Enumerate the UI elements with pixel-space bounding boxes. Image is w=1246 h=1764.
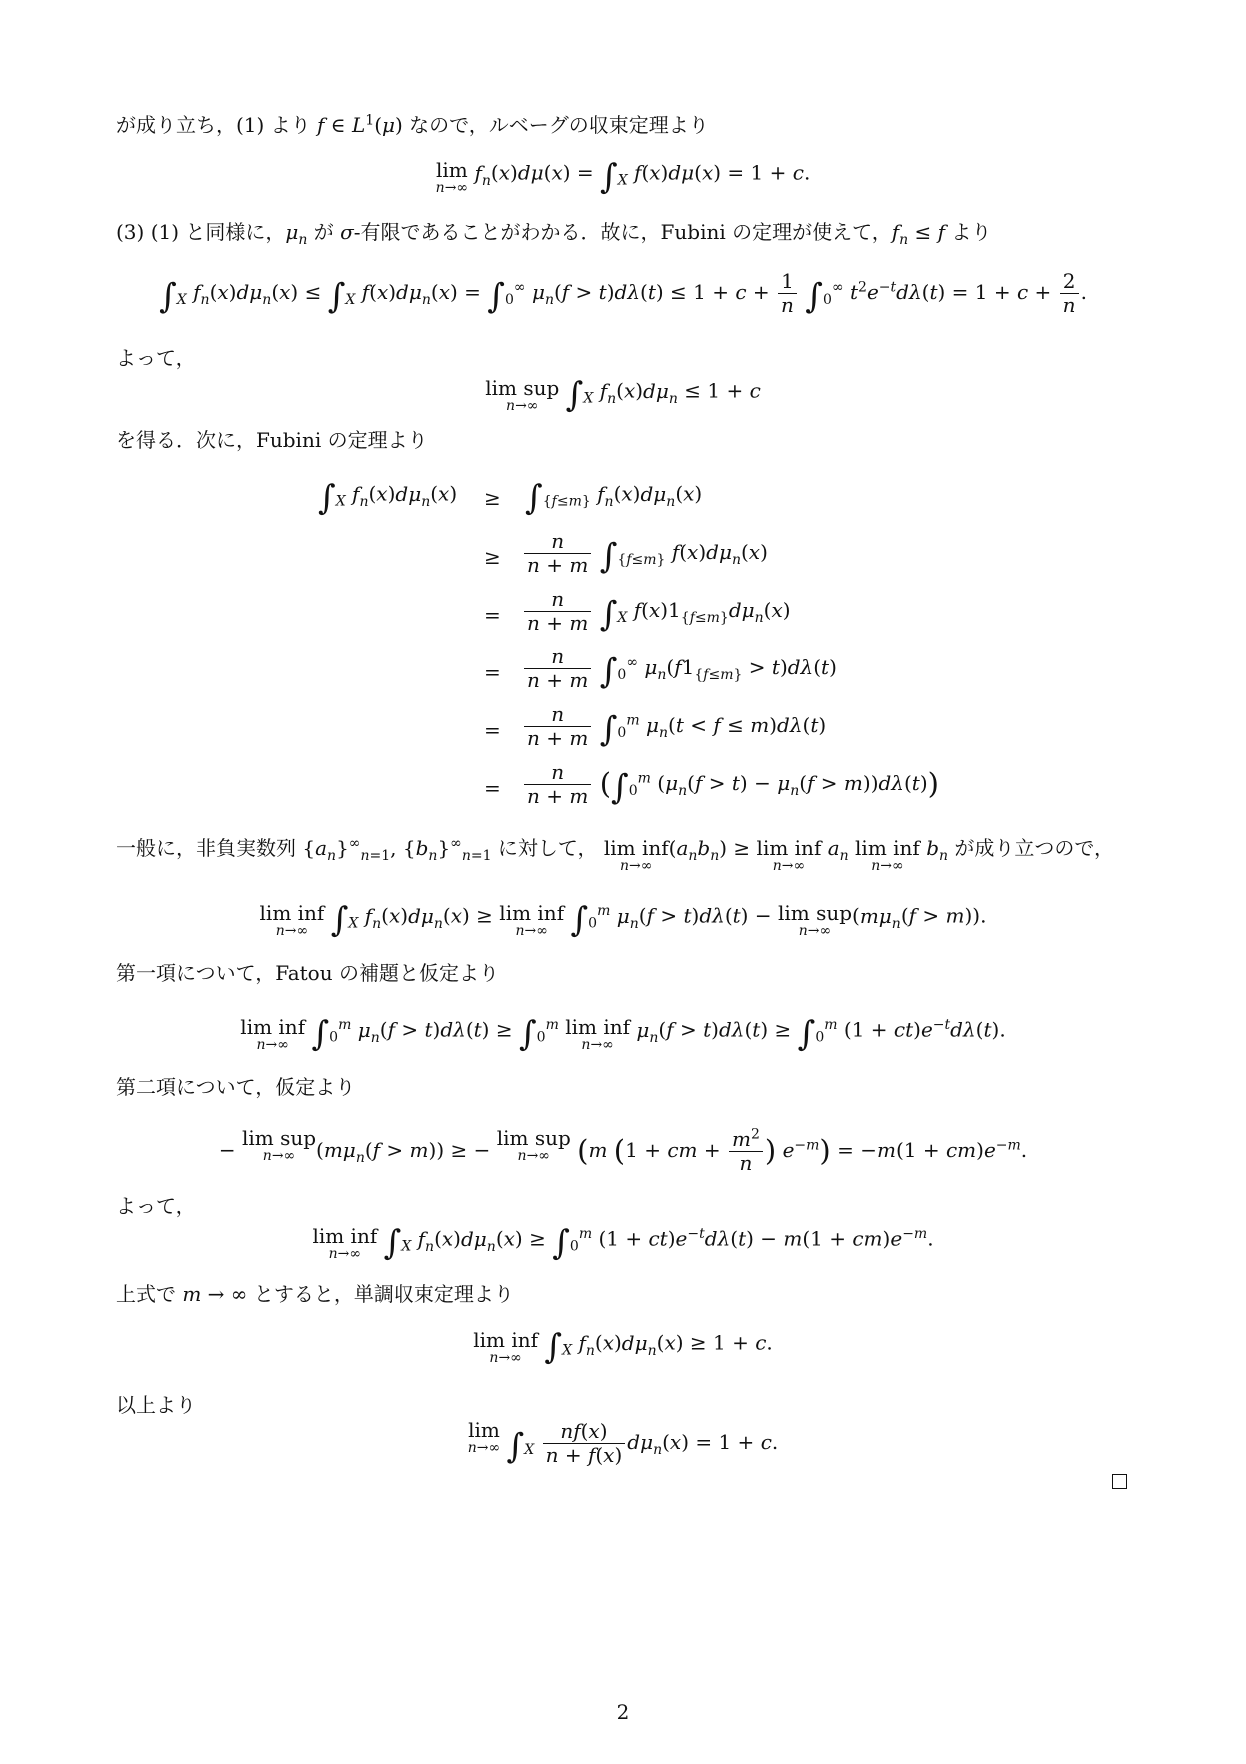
equation-limsup: lim sup n→∞ $\int_X$ $f_n(x)d\mu_n \le 1 + c$	[485, 375, 761, 415]
eqarray-rhs-4: $\frac{n}{n + m}$ $\int_0^\infty$ $\mu_n(f1_{\{f\le m\}} > t)d\lambda(t)$	[522, 645, 837, 689]
text-line-3: (3) (1) と同様に，$\mu_n$ が σ-有限であることがわかる．故に，Fubini の定理が使えて，$f_n \le f$ より	[116, 220, 992, 248]
equation-limit-1: lim n→∞ $f_n(x)d\mu(x) = \int_X$ f(x)dμ(x) = 1 + c.	[435, 157, 811, 197]
equation-monotone: lim inf n→∞ $\int_X$ $f_n(x)d\mu_n(x) \ge 1 + c$.	[473, 1327, 773, 1367]
text-line-14: よって，	[116, 1194, 196, 1218]
equation-liminf-bound: lim inf n→∞ $\int_X$ $f_n(x)d\mu_n(x) \ge \int_0^m$ $(1 + ct)e^{-t}d\lambda(t) - m(1 + cm)e^{-m}$.	[312, 1223, 934, 1263]
text-line-5: よって，	[116, 346, 196, 370]
text-line-12: 第二項について，仮定より	[116, 1075, 356, 1099]
equation-final: lim n→∞ $\int_X$ $\frac{nf(x)}{n + f(x)}$ $d\mu_n(x) = 1 + c$.	[467, 1418, 779, 1467]
eqarray-rel-3: =	[484, 603, 501, 627]
eqarray-rhs-6: $\frac{n}{n + m}$ ($\int_0^m$ $(\mu_n(f > t) - \mu_n(f > m))d\lambda(t)$)	[522, 761, 939, 805]
page-number: 2	[616, 1700, 630, 1724]
qed-box-icon	[1112, 1474, 1127, 1489]
text-line-8: 一般に，非負実数列 $\{a_n\}^\infty_{n=1}$, $\{b_n\}^\infty_{n=1}$ に対して， lim inf n→∞ $(a_nb_n) \ge \lim$ inf n→∞ $a_n$ lim inf n→∞ $b_n$ が成り立つので，	[116, 835, 1114, 874]
eqarray-rel-4: =	[484, 660, 501, 684]
eqarray-rel-2: ≥	[484, 545, 501, 569]
equation-fubini-bound: $\int_X$ $f_n(x)d\mu_n(x) \le \int_X$ $f(x)d\mu_n(x) = \int_0^\infty$ $\mu_n(f > t)d\lambda(t) \le 1 + c$ + $\frac{1}{n}$ $\int_0^\infty$ $t^2e^{-t}d\lambda(t) = 1 + c$ + $\frac{2}{n}$ .	[159, 269, 1087, 317]
text-line-7: を得る．次に，Fubini の定理より	[116, 428, 428, 452]
equation-liminf-split: lim inf n→∞ $\int_X$ $f_n(x)d\mu_n(x) \ge \lim$ inf n→∞ $\int_0^m$ $\mu_n(f > t)d\lambda(t) - \lim$ sup n→∞ $(m\mu_n(f > m))$.	[259, 900, 987, 940]
text-line-10: 第一項について，Fatou の補題と仮定より	[116, 961, 499, 985]
text-line-16: 上式で m → ∞ とすると，単調収束定理より	[116, 1282, 514, 1306]
equation-fatou: lim inf n→∞ $\int_0^m$ $\mu_n(f > t)d\lambda(t) \ge \int_0^m$ lim inf n→∞ $\mu_n(f > t)d\lambda(t) \ge \int_0^m$ $(1 + ct)e^{-t}d\lambda(t)$.	[240, 1014, 1006, 1054]
text-line-18: 以上より	[116, 1393, 196, 1417]
eqarray-rel-1: ≥	[484, 486, 501, 510]
eqarray-rhs-5: $\frac{n}{n + m}$ $\int_0^m$ $\mu_n(t < f \le m)d\lambda(t)$	[522, 703, 826, 747]
equation-second-term: − lim sup n→∞ $(m\mu_n(f > m))$ ≥ − lim sup n→∞ (m (1 + cm + $\frac{m^2}{n}$ ) $e^{-m}) = -m(1 + cm)e^{-m}$.	[218, 1126, 1028, 1175]
eqarray-row-1: $\int_X$ $f_n(x)d\mu_n(x)$	[318, 478, 458, 518]
eqarray-rhs-3: $\frac{n}{n + m}$ $\int_X$ $f(x)1_{\{f\le m\}}d\mu_n(x)$	[522, 588, 791, 632]
eqarray-rel-6: =	[484, 776, 501, 800]
eqarray-rel-5: =	[484, 718, 501, 742]
eqarray-rhs-2: $\frac{n}{n + m}$ $\int_{\{f\le m\}}$ $f(x)d\mu_n(x)$	[522, 530, 768, 574]
eqarray-rhs-1: $\int_{\{f\le m\}}$ $f_n(x)d\mu_n(x)$	[525, 478, 703, 518]
text-line-1: が成り立ち，(1) より f ∈ $L^1(\mu)$ なので，ルベーグの収束定理より	[116, 112, 709, 137]
